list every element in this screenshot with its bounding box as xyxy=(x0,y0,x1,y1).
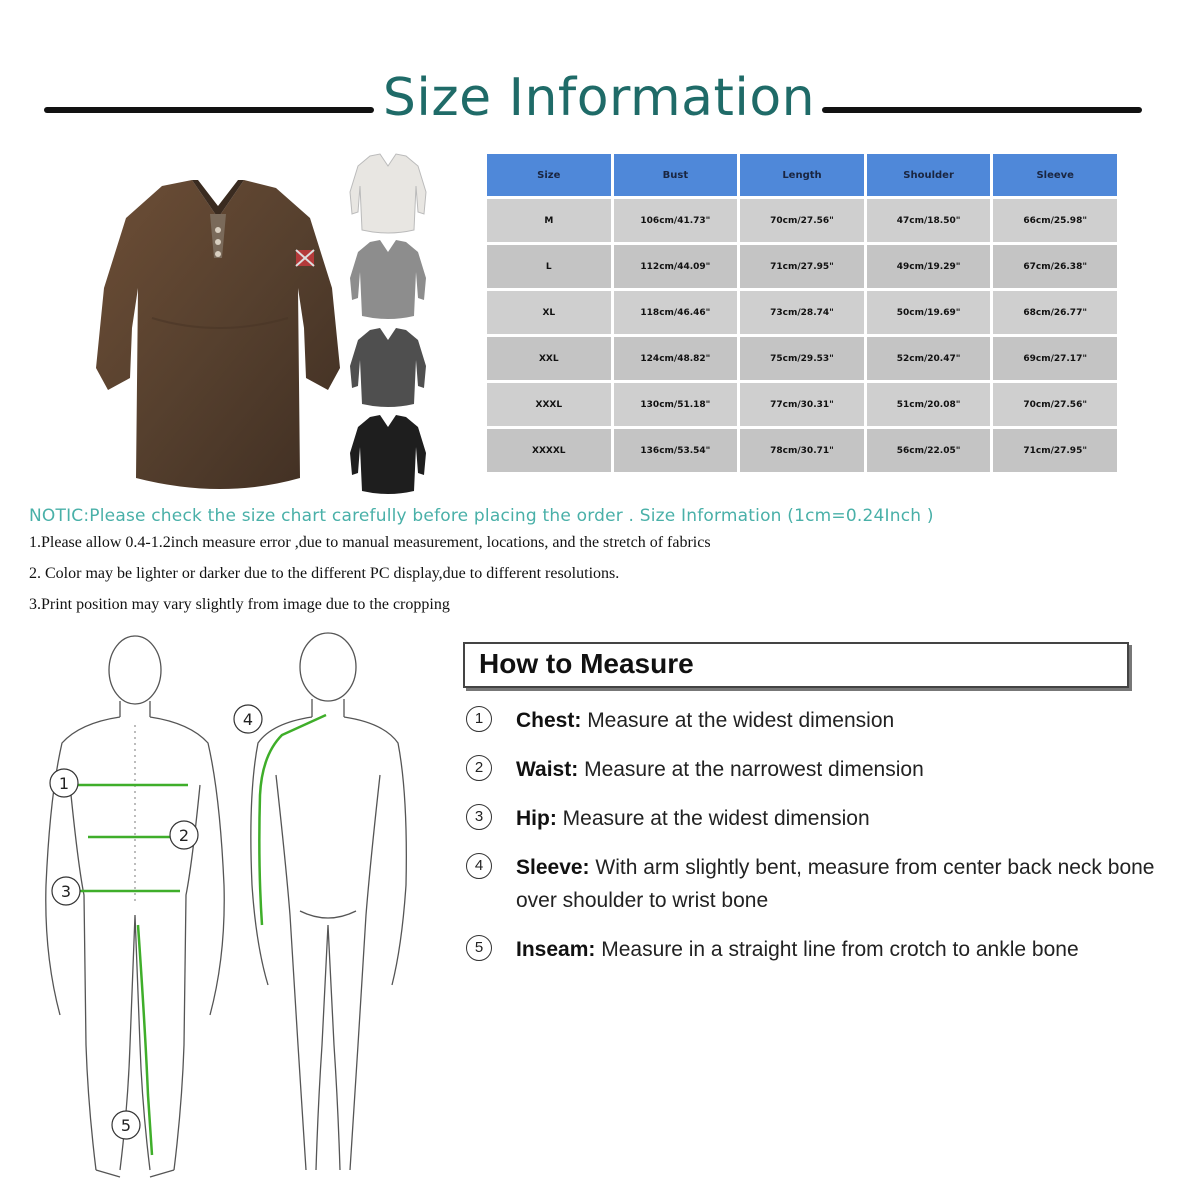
table-cell: 68cm/26.77" xyxy=(993,291,1117,334)
table-cell: 124cm/48.82" xyxy=(614,337,738,380)
marker-4: 4 xyxy=(242,710,254,729)
shirt-thumbnail-shape-1 xyxy=(350,154,426,233)
table-cell: 73cm/28.74" xyxy=(740,291,864,334)
measure-text: With arm slightly bent, measure from center back neck bone over shoulder to wrist bone xyxy=(516,856,1155,912)
table-cell: 51cm/20.08" xyxy=(867,383,991,426)
shirt-brown-image xyxy=(92,178,344,500)
title-rule-right xyxy=(822,107,1142,113)
table-cell: 130cm/51.18" xyxy=(614,383,738,426)
measure-label: Chest: xyxy=(516,709,582,732)
back-body-figure xyxy=(251,633,406,1170)
table-cell: 106cm/41.73" xyxy=(614,199,738,242)
table-cell: M xyxy=(487,199,611,242)
table-cell: XXXXL xyxy=(487,429,611,472)
table-row xyxy=(487,337,1117,380)
shirt-thumbnail-dark-gray xyxy=(348,326,428,408)
table-cell: 56cm/22.05" xyxy=(867,429,991,472)
size-notice: NOTIC:Please check the size chart carefully before placing the order . Size Information (1cm=0.24Inch ) xyxy=(29,506,934,526)
table-row xyxy=(487,291,1117,334)
table-cell: 112cm/44.09" xyxy=(614,245,738,288)
table-cell: 78cm/30.71" xyxy=(740,429,864,472)
header-length: Length xyxy=(740,154,864,196)
table-cell: 70cm/27.56" xyxy=(740,199,864,242)
table-cell: XXL xyxy=(487,337,611,380)
marker-1: 1 xyxy=(58,774,70,793)
front-body-figure xyxy=(46,636,224,1177)
figure-markers xyxy=(50,705,262,1139)
marker-2: 2 xyxy=(178,826,190,845)
shirt-thumbnail-gray xyxy=(348,238,428,320)
measure-text: Measure in a straight line from crotch to ankle bone xyxy=(601,938,1079,961)
number-circle-2: 2 xyxy=(466,755,492,781)
shirt-thumbnail-shape-3 xyxy=(350,328,426,407)
table-cell: 75cm/29.53" xyxy=(740,337,864,380)
note-3: 3.Print position may vary slightly from image due to the cropping xyxy=(29,596,450,613)
table-cell: 49cm/19.29" xyxy=(867,245,991,288)
table-cell: 77cm/30.31" xyxy=(740,383,864,426)
page-title: Size Information xyxy=(382,68,816,128)
measure-text: Measure at the widest dimension xyxy=(562,807,870,830)
table-row xyxy=(487,199,1117,242)
note-2: 2. Color may be lighter or darker due to the different PC display,due to different resolutions. xyxy=(29,565,620,582)
measurement-figures xyxy=(0,625,440,1200)
measure-label: Inseam: xyxy=(516,938,596,961)
table-cell: XL xyxy=(487,291,611,334)
number-circle-4: 4 xyxy=(466,853,492,879)
measure-text: Measure at the narrowest dimension xyxy=(584,758,924,781)
number-circle-1: 1 xyxy=(466,706,492,732)
table-cell: 71cm/27.95" xyxy=(740,245,864,288)
marker-5: 5 xyxy=(120,1116,132,1135)
header-bust: Bust xyxy=(614,154,738,196)
table-cell: 66cm/25.98" xyxy=(993,199,1117,242)
shirt-thumbnail-black xyxy=(348,413,428,495)
measure-label: Hip: xyxy=(516,807,557,830)
note-1: 1.Please allow 0.4-1.2inch measure error ,due to manual measurement, locations, and the stretch of fabrics xyxy=(29,534,711,551)
table-cell: 50cm/19.69" xyxy=(867,291,991,334)
marker-3: 3 xyxy=(60,882,72,901)
table-cell: 69cm/27.17" xyxy=(993,337,1117,380)
number-circle-5: 5 xyxy=(466,935,492,961)
table-cell: 52cm/20.47" xyxy=(867,337,991,380)
measure-lines xyxy=(70,715,326,1155)
table-row xyxy=(487,429,1117,472)
table-cell: 136cm/53.54" xyxy=(614,429,738,472)
table-cell: 71cm/27.95" xyxy=(993,429,1117,472)
measure-label: Sleeve: xyxy=(516,856,590,879)
shirt-thumbnail-white xyxy=(348,152,428,234)
measure-label: Waist: xyxy=(516,758,579,781)
size-chart-table xyxy=(484,151,1120,475)
number-circle-3: 3 xyxy=(466,804,492,830)
table-header-row xyxy=(487,154,1117,196)
table-row xyxy=(487,383,1117,426)
header-sleeve: Sleeve xyxy=(993,154,1117,196)
header-size: Size xyxy=(487,154,611,196)
table-cell: 47cm/18.50" xyxy=(867,199,991,242)
table-cell: L xyxy=(487,245,611,288)
table-cell: 67cm/26.38" xyxy=(993,245,1117,288)
shirt-thumbnail-shape-2 xyxy=(350,240,426,319)
how-to-measure-header xyxy=(463,642,1129,688)
table-cell: 118cm/46.46" xyxy=(614,291,738,334)
title-rule-left xyxy=(44,107,374,113)
header-shoulder: Shoulder xyxy=(867,154,991,196)
table-cell: 70cm/27.56" xyxy=(993,383,1117,426)
measure-text: Measure at the widest dimension xyxy=(587,709,895,732)
sleeve-line xyxy=(259,715,326,925)
table-row xyxy=(487,245,1117,288)
table-cell: XXXL xyxy=(487,383,611,426)
how-to-measure-title: How to Measure xyxy=(479,648,694,679)
shirt-thumbnail-shape-4 xyxy=(350,415,426,494)
